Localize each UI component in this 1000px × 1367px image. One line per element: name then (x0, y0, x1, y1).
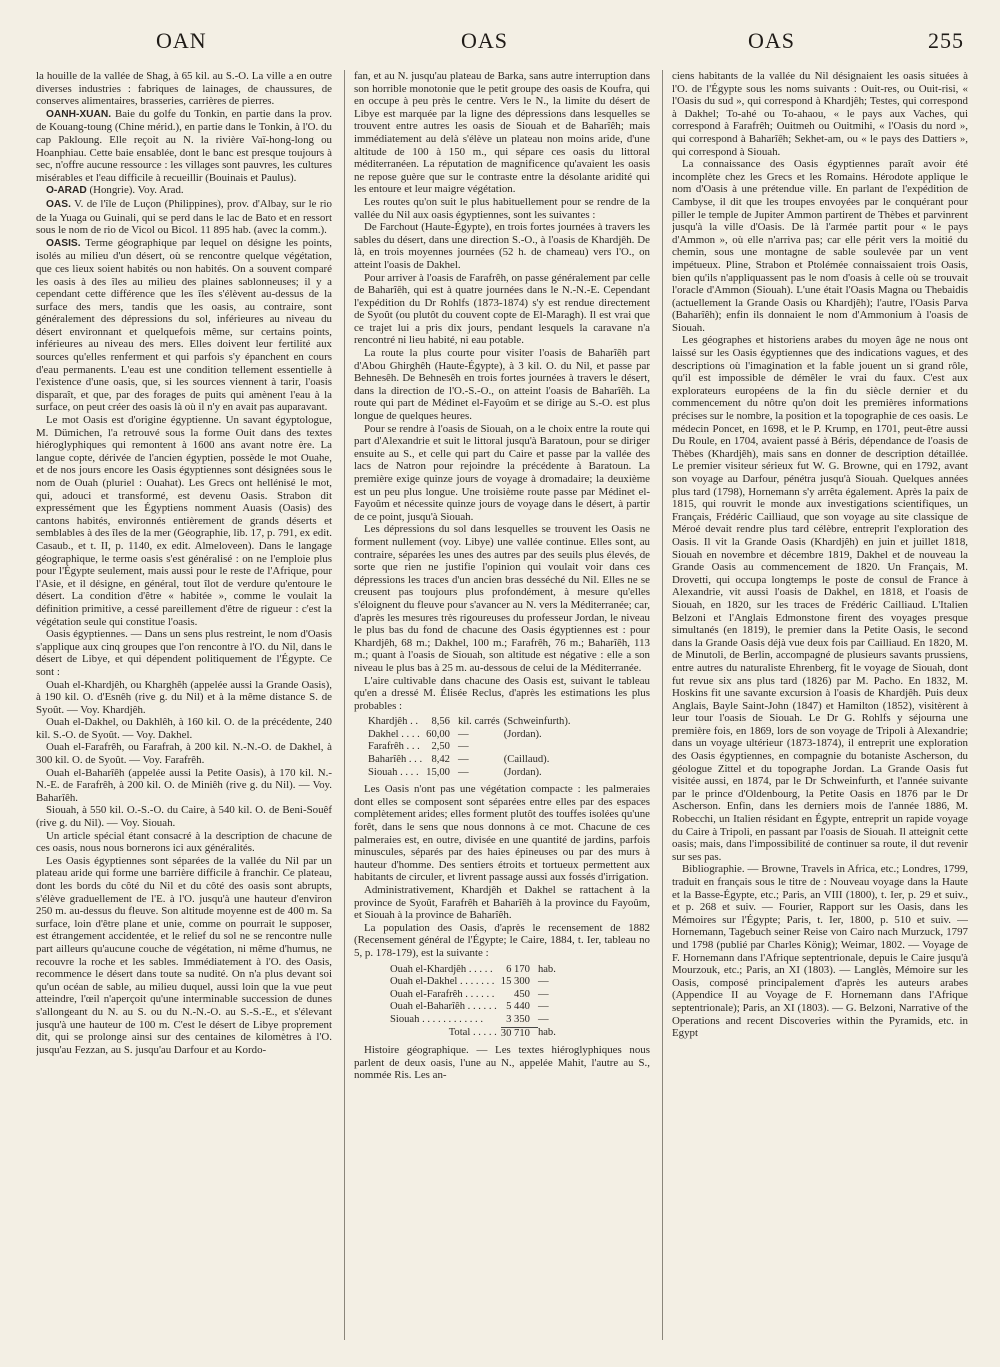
table-cell: 6 170 (506, 963, 530, 975)
entry-body: Baie du golfe du Tonkin, en partie dans la prov. de Kouang-toung (Chine mérid.), en partie dans le Tonkin, à l'O. du cap Pakloung. Elle reçoit au N. la rivière Vaï-hong-long ou Hoanphiau. Cette baie ensablée, dont le banc est presque toujours à sec, n'offre aucune ressource : les villages sont pauvres, les cultures misérables et l'eau difficile à recueillir (Bouinais et Paulus). (36, 107, 332, 184)
paragraph: La population des Oasis, d'après le recensement de 1882 (Recensement général de l'Égypte; le Caire, 1884, t. Ier, tableau no 5, p. 178-179), est la suivante : (354, 921, 650, 959)
table-cell: 450 (514, 988, 530, 1000)
paragraph: fan, et au N. jusqu'au plateau de Barka, sans autre interruption dans son horrible monotonie que le petit groupe des oasis de Koufra, qui en occupe à peu près le centre. Vers le N., la limite du désert de Libye est marquée par la ligne des dépressions dans lesquelles se trouvent entre autres les oasis de Siouah et de Baharîêh; mais immédiatement au delà s'élève un plateau non moins aride, d'une altitude de 100 à 150 m., qui sépare ces oasis du littoral méditerranéen. La réputation de magnificence qu'avaient les oasis ne repose guère que sur le contraste entre la désolante aridité qui les entoure et leur maigre végétation. (354, 70, 650, 196)
entry-oas (36, 198, 332, 237)
paragraph: Administrativement, Khardjêh et Dakhel se rattachent à la province de Syoût, Farafrêh et Baharîêh à la province du Fayoûm, et Siouah à la province de Baharîêh. (354, 884, 650, 922)
table-row (390, 1001, 560, 1014)
table-total-row (390, 1027, 560, 1040)
table-row (390, 976, 560, 989)
entry-headword: O-ARAD (46, 185, 87, 197)
table-cell: — (457, 741, 469, 753)
table-cell: (Jordan). (503, 766, 542, 778)
column-divider (662, 70, 663, 1340)
paragraph: Les Oasis n'ont pas une végétation compacte : les palmeraies dont elles se composent sont séparées entre elles par des espaces complètement arides; elles forment plutôt des touffes isolées qu'une forêt, dans le sens que nous donnons à ce mot. Chacune de ces palmeraies est, en outre, divisée en une quantité de jardins, parfois minuscules, séparés par des haies épineuses ou par des murs à hauteur d'homme. Des sentiers étroits et tortueux permettent aux habitants de circuler, et livrent passage aussi aux fossés d'irrigation. (354, 783, 650, 884)
table-cell: — (537, 1014, 549, 1026)
header-left-word: OAN (156, 28, 207, 53)
paragraph: Pour arriver à l'oasis de Farafrêh, on passe généralement par celle de Baharîêh, qui est à quatre journées dans le N.-N.-E. Cependant l'expédition du Dr Rohlfs (1873-1874) s'y est rendue directement de Syoût (ou plutôt du couvent copte de El-Maragh). Il est vrai que ce trajet lui a pris dix jours, pendant lesquels la caravane n'a rencontré ni lieu habité, ni eau potable. (354, 271, 650, 347)
table-cell (504, 741, 575, 754)
paragraph: Ouah el-Dakhel, ou Dakhlêh, à 160 kil. O. de la précédente, 240 kil. S.-O. de Syoût. — Voy. Dakhel. (36, 716, 332, 741)
table-row (368, 716, 575, 729)
paragraph: Bibliographie. — Browne, Travels in Africa, etc.; Londres, 1799, traduit en français sous le titre de : Nouveau voyage dans la Haute et la Basse-Égypte, etc.; Paris, an VIII (1800), t. Ier, p. 29 et suiv., et p. 268 et suiv. — Fourier, Rapport sur les Oasis, dans les Mémoires sur l'Égypte; Paris, t. Ier, 1800, p. 510 et suiv. — Hornemann, Tagebuch seiner Reise von Cairo nach Murzuck, 1797 und 1798 (publié par Charles König); Weimar, 1802. — Voyage de F. Hornemann dans l'Afrique septentrionale, depuis le Caire jusqu'à Mourzouk, etc.; Paris, an XI (1803). — Langlès, Mémoire sur les Oasis, composé principalement d'après les auteurs arabes (Appendice II au Voyage de F. Hornemann dans l'Afrique septentrionale); Paris, an XI (1803). — G. Belzoni, Narrative of the Operations and recent Discoveries within the Pyramids, etc. in Egypt (672, 863, 968, 1040)
text-columns (36, 70, 972, 1350)
table-cell: Total . . . . . (448, 1027, 497, 1039)
table-cell: 15,00 (426, 766, 450, 778)
page-number: 255 (928, 28, 964, 53)
table-cell: — (537, 1001, 549, 1013)
table-row (368, 767, 575, 780)
paragraph: Ouah el-Khardjêh, ou Kharghêh (appelée aussi la Grande Oasis), à 190 kil. O. d'Esnêh (rive g. du Nil) et à la même distance S. de Syoût. — Voy. Khardjêh. (36, 678, 332, 716)
entry-oasis (36, 237, 332, 414)
table-cell: Ouah el-Dakhel . . . . . . . (390, 976, 495, 988)
entry-headword: OAS. (46, 198, 71, 210)
paragraph: Un article spécial étant consacré à la description de chacune de ces oasis, nous nous bornerons ici aux généralités. (36, 829, 332, 855)
table-row (390, 1014, 560, 1027)
paragraph: Pour se rendre à l'oasis de Siouah, on a le choix entre la route qui part d'Alexandrie et suit le littoral jusqu'à Baratoun, pour se diriger ensuite au S., et celle qui part du Caire et passe par la vallée des lacs de Natron pour rejoindre la précédente à Baratoun. La première exige quinze jours de voyage à dromadaire; la deuxième est un peu plus longue. Une troisième route passe par Médinet el-Fayoûm et nécessite quinze jours de voyage dans le désert, à partir de ce point, jusqu'à Siouah. (354, 422, 650, 523)
table-cell: 8,56 (431, 716, 450, 728)
entry-headword: OASIS. (46, 237, 81, 249)
entry-oanh-xuan (36, 108, 332, 185)
table-cell: — (457, 766, 469, 778)
table-row (390, 964, 560, 977)
paragraph: La route la plus courte pour visiter l'oasis de Baharîêh part d'Abou Ghirghêh (Haute-Égypte), à 3 kil. O. du Nil, et passe par Behnesêh. De Behnesêh en trois fortes journées à travers le désert, dans la direction de l'O.-S.-O., on atteint l'oasis de Baharîêh. La route qui part de Médinet el-Fayoûm et se dirige au S.-O. est plus longue de quelques heures. (354, 347, 650, 423)
table-cell: (Jordan). (503, 728, 542, 740)
table-cell: Ouah el-Khardjêh . . . . . (390, 963, 493, 975)
table-cell: Siouah . . . . (368, 766, 419, 778)
table-cell: 8,42 (431, 754, 450, 766)
paragraph: Les Oasis égyptiennes sont séparées de la vallée du Nil par un plateau aride qui forme une barrière difficile à franchir. Ce plateau, dont les bords du côté du Nil et du côté des oasis sont abrupts, s'élève graduellement de l'E. à l'O. jusqu'à une hauteur d'environ 250 m. au-dessus du fleuve. Son altitude moyenne est de 400 m. Sa surface, loin d'être plane et unie, comme on pourrait le supposer, est étrangement accidentée, et le relief du sol ne se rencontre nulle part ailleurs qu'aucune couche de végétation, ni même d'humus, ne recouvre la roche et les sables. Immédiatement à l'O. des Oasis, recommence le désert dans toute sa nudité. On n'a plus devant soi qu'un océan de sable, au milieu duquel, aussi loin que la vue peut atteindre, l'œil n'aperçoit qu'une interminable succession de dunes s'allongeant du N. au S. ou du N.-N.-O. au S.-S.-E., et s'élevant jusqu'à une hauteur de 100 m. C'est le désert de Libye proprement dit, qui se prolonge ainsi sur des centaines de kilomètres à l'O. jusqu'au Fezzan, au S. jusqu'au Darfour et au Kordo- (36, 854, 332, 1056)
table-cell: 3 350 (506, 1013, 530, 1025)
table-cell: hab. (537, 963, 556, 975)
entry-o-arad (36, 184, 332, 198)
paragraph: Les routes qu'on suit le plus habituellement pour se rendre de la vallée du Nil aux oasis égyptiennes, sont les suivantes : (354, 195, 650, 221)
table-row (368, 741, 575, 754)
population-table (390, 964, 560, 1041)
table-cell: — (457, 728, 469, 740)
table-row (368, 754, 575, 767)
paragraph: La connaissance des Oasis égyptiennes paraît avoir été incomplète chez les Grecs et les Romains. Hérodote applique le nom d'Oasis à une prétendue ville. En parlant de l'expédition de Cambyse, il dit que les troupes envoyées par le conquérant pour piller le temple de Jupiter Ammon partirent de Thèbes et parvinrent jusqu'à la ville d'Oasis. De là l'armée partit pour « le pays d'Ammon », où elle n'arriva pas; car elle périt vers la moitié du chemin, sous une montagne de sable soulevée par un vent impétueux. Pline, Strabon et Ptolémée connaissaient trois Oasis, bien qu'ils n'appliquassent pas le nom d'oasis à celle où se trouvait l'oracle d'Ammon (Siouah). L'une était l'Oasis Magna ou Thebaidis (actuellement la Grande Oasis ou Khardjêh); l'autre, l'Oasis Parva (Baharîêh); enfin ils donnaient le nom d'Ammonium à l'oasis de Siouah. (672, 158, 968, 334)
header-center-word: OAS (461, 28, 509, 53)
paragraph: L'aire cultivable dans chacune des Oasis est, suivant le tableau qu'en a dressé M. Élisée Reclus, d'après les estimations les plus probables : (354, 674, 650, 712)
table-row (368, 729, 575, 742)
cultivable-area-table (368, 716, 575, 779)
header-right-word: OAS (748, 28, 796, 53)
column-right (672, 70, 968, 1350)
table-cell: Baharîêh . . . (368, 754, 423, 766)
table-cell: Dakhel . . . . (368, 728, 420, 740)
entry-headword: OANH-XUAN. (46, 108, 112, 120)
table-cell: Ouah el-Baharîêh . . . . . . (390, 1001, 497, 1013)
table-cell: kil. carrés (457, 716, 500, 728)
table-cell: Siouah . . . . . . . . . . . . (390, 1014, 483, 1026)
paragraph: Le mot Oasis est d'origine égyptienne. Un savant égyptologue, M. Dümichen, l'a retrouvé sous la forme Ouit dans des textes hiéroglyphiques qui remontent à 1600 ans avant notre ère. La langue copte, dérivée de l'ancien égyptien, possède le mot Ouahe, et de nos jours encore les Oasis égyptiennes sont désignées sous le nom de Ouah (pluriel : Ouahat). Les Grecs ont hellénisé le mot, qui, adouci et transformé, est devenu Oasis. Strabon dit expressément que les Égyptiens nomment Auasis (Oasis) des cantons habités, environnés entièrement de grands déserts et semblables à des îles de la mer (Géographie, lib. 17, p. 791, ex edit. Casaub., et t. II, p. 1140, ex edit. Almeloveen). Dans le langage géographique, le terme oasis s'est généralisé : on ne l'emploie plus pour l'Égypte seulement, mais aussi pour le reste de l'Afrique, pour l'Asie, et il désigne, en général, tout îlot de verdure qu'entoure le désert. La condition d'être « habitée », comme le voulait la définition primitive, a cessé pareillement d'être de rigueur : c'est la végétation seule qui constitue l'oasis. (36, 414, 332, 628)
paragraph: Siouah, à 550 kil. O.-S.-O. du Caire, à 540 kil. O. de Beni-Souêf (rive g. du Nil). — Voy. Siouah. (36, 804, 332, 830)
paragraph: ciens habitants de la vallée du Nil désignaient les oasis situées à l'O. de l'Égypte sous les noms suivants : Ouit-res, ou Ouit-risi, « l'Oasis du sud », qui correspond à Khardjêh; Testes, qui correspond à Dakhel; To-ahé ou To-ahaou, « le pays aux Vaches, qui correspond à Farafrêh; Ouitmeh ou Ouitmihi, « l'Oasis du nord », qui correspond à Baharîêh; Sekhet-am, ou « le pays des Dattiers », qui correspond à Siouah. (672, 70, 968, 158)
table-cell: (Caillaud). (503, 754, 550, 766)
table-cell: 60,00 (426, 728, 450, 740)
paragraph: Ouah el-Baharîêh (appelée aussi la Petite Oasis), à 170 kil. N.-N.-E. de Farafrêh, à 200 kil. O. de Miniêh (rive g. du Nil). — Voy. Baharîêh. (36, 766, 332, 804)
table-cell: Khardjêh . . (368, 716, 419, 728)
paragraph: Les géographes et historiens arabes du moyen âge ne nous ont laissé sur les Oasis égyptiennes que des indications vagues, et des descriptions où l'imagination et la fable jouent un si grand rôle, qu'il est impossible de démêler le vrai du faux. C'est aux explorateurs européens de la fin du siècle dernier et du commencement du nôtre qu'on doit les premières informations précises sur le nombre, la position et la topographie de ces oasis. Le médecin Poncet, en 1698, et le P. Krump, en 1701, peut-être aussi Du Roule, en 1704, avaient passé à Béris, dépendance de l'oasis de Thèbes (Khardjêh), mais sans en donner de description détaillée. Le premier visiteur sérieux fut W. G. Browne, qui en 1792, avant son voyage au Darfour, pénétra jusqu'à Siouah. Quelques années plus tard (1798), Hornemann s'y arrêta également. Après la paix de 1815, qui rouvrit le monde aux investigations scientifiques, un Français, Frédéric Cailliaud, que son voyage au site classique de Méroé devait rendre plus tard célèbre, entreprit l'exploration des Oasis. Il vit la Grande Oasis (Khardjêh) en juin et juillet 1818, Siouah en novembre et décembre 1819, Dakhel et de nouveau la Grande Oasis au commencement de 1820. Un Français, M. Drovetti, qui occupa longtemps le poste de consul de France à Alexandrie, vit aussi l'oasis de Dakhel, en 1818, et l'oasis de Siouah, en 1820, sur les traces de Frédéric Cailliaud. L'Italien Belzoni et l'Anglais Edmonstone firent des voyages presque simultanés (en 1819), le premier dans la Petite Oasis, le second dans la Grande Oasis déjà vue deux fois par Cailliaud. En 1820, M. de Minutoli, de Berlin, accompagné de plusieurs savants prussiens, entre autres du naturaliste Ehrenberg, fit le voyage de Siouah, dont fut revue six ans plus tard (1826) par M. Pacho. En 1832, M. Hoskins fit une savante excursion à l'oasis de Khardjêh. Puis deux Anglais, Bayle Saint-John (1847) et Hamilton (1852), visitèrent à leur tour l'oasis de Siouah. Le Dr G. Rohlfs y séjourna une première fois, en 1869, lors de son voyage de Tripoli à Alexandrie; dans un voyage ultérieur (1873-1874), il entreprit une exploration des Oasis égyptiennes, en compagnie du botaniste Ascherson, du géologue Zittel et du topographe Jordan. La Grande Oasis fut visitée aussi, en 1874, par le Dr Schweinfurth, et l'année suivante par le prince d'Oldenbourg, la Petite Oasis en 1876 par le Dr Ascherson. Enfin, dans les derniers mois de l'année 1886, M. Robecchi, un Italien résidant en Égypte, entreprit un rapide voyage du Caire à Tripoli, en passant par l'oasis de Siouah. Il atteignit cette oasis; mais, dans l'impossibilité de continuer sa route, il dut revenir sur ses pas. (672, 334, 968, 863)
entry-body: V. de l'île de Luçon (Philippines), prov. d'Albay, sur le rio de la Yuaga ou Guinali, qui se perd dans le lac de Bato et en ressort sous le nom de rio de Vicol ou Bicol. 11 895 hab. (avec la comm.). (36, 197, 332, 237)
table-cell: 30 710 (501, 1027, 538, 1040)
paragraph: Les dépressions du sol dans lesquelles se trouvent les Oasis ne forment nullement (voy. Libye) une vallée continue. Elles sont, au contraire, séparées les unes des autres par des seuils plus élevés, de sorte que rien ne justifie l'opinion qui voulait voir dans ces dépressions les traces d'un ancien bras desséché du Nil. Elles ne se creusent pas toujours plus profondément, à mesure qu'elles s'éloignent du fleuve pour s'avancer au N. vers la Méditerranée; car, d'après les mesures très rigoureuses du professeur Jordan, le niveau le plus bas du fond de chacune des Oasis égyptiennes est : pour Khardjêh, 68 m.; Dakhel, 100 m.; Farafrêh, 76 m.; Baharîêh, 113 m.; quant à l'oasis de Siouah, son altitude est négative : elle a son niveau le plus bas à 25 m. au-dessous de celui de la Méditerranée. (354, 523, 650, 674)
column-left (36, 70, 332, 1350)
table-row (390, 989, 560, 1002)
paragraph: Histoire géographique. — Les textes hiéroglyphiques nous parlent de deux oasis, l'une au N., appelée Mahit, l'autre au S., nommée Ris. Les an- (354, 1044, 650, 1082)
entry-body: (Hongrie). Voy. Arad. (86, 184, 184, 197)
paragraph: la houille de la vallée de Shag, à 65 kil. au S.-O. La ville a en outre diverses industries : fabriques de lainages, de chaussures, de conserves alimentaires, brasseries, carrières de pierres. (36, 70, 332, 108)
table-cell: hab. (537, 1027, 556, 1039)
column-divider (344, 70, 345, 1340)
table-cell: 5 440 (506, 1001, 530, 1013)
running-header (36, 28, 964, 64)
table-cell: Farafrêh . . . (368, 741, 420, 753)
table-cell: — (457, 754, 469, 766)
paragraph: De Farchout (Haute-Égypte), en trois fortes journées à travers les sables du désert, dans une direction S.-O., à l'oasis de Khardjêh. De là, en trois moyennes journées (52 h. de chameau) vers l'O., on atteint l'oasis de Dakhel. (354, 221, 650, 271)
table-cell: 15 300 (500, 976, 530, 988)
paragraph: Oasis égyptiennes. — Dans un sens plus restreint, le nom d'Oasis s'applique aux cinq groupes que l'on rencontre à l'O. du Nil, dans le désert de Libye, et qui dépendent politiquement de l'Égypte. Ce sont : (36, 628, 332, 678)
column-middle (354, 70, 650, 1350)
table-cell: (Schweinfurth). (503, 716, 571, 728)
table-cell: 2,50 (431, 741, 450, 753)
table-cell: — (537, 988, 549, 1000)
paragraph: Ouah el-Farafrêh, ou Farafrah, à 200 kil. N.-N.-O. de Dakhel, à 300 kil. O. de Syoût. — Voy. Farafrêh. (36, 741, 332, 767)
entry-body: Terme géographique par lequel on désigne les points, isolés au milieu d'un désert, où se rencontre quelque végétation, que ces lieux soient habités ou non habités. On a souvent comparé les oasis à des îles au milieu des plaines sablonneuses; il y a cependant cette différence que les îles s'élèvent au-dessus de la surface des mers, tandis que les oasis, au contraire, sont généralement des dépressions du sol, inférieures au niveau du désert environnant et quelquefois même, sur certains points, inférieures au niveau des mers. Elles doivent leur fertilité aux sources qu'elles renferment et qui parfois s'y épanchent en cours d'eau permanents. L'eau est une condition tellement essentielle à l'existence d'une oasis, que, si les sources viennent à tarir, l'oasis disparaît, et que, par des forages de puits qui amènent l'eau à la surface, on peut créer des oasis là où il n'y en avait pas auparavant. (36, 236, 332, 414)
table-cell: — (537, 976, 549, 988)
table-cell: Ouah el-Farafrêh . . . . . . (390, 988, 495, 1000)
